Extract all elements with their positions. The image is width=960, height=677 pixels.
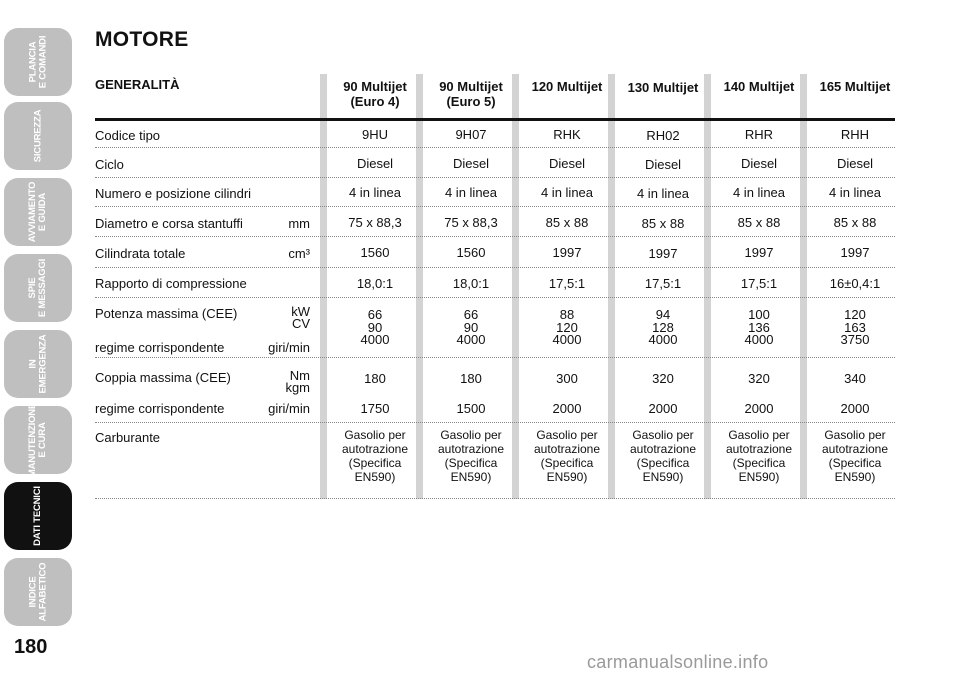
tab-in-emergenza[interactable]: IN EMERGENZA bbox=[4, 330, 72, 398]
table-cell: RH02 bbox=[646, 128, 680, 143]
table-cell: Gasolio per autotrazione (Specifica EN590) bbox=[821, 428, 889, 484]
table-cell: 1997 bbox=[648, 246, 678, 261]
table-cell: 1500 bbox=[456, 401, 486, 416]
table-cell: 100 136 4000 bbox=[744, 307, 774, 347]
row-divider bbox=[95, 236, 895, 237]
table-cell: 320 bbox=[652, 371, 674, 386]
table-cell: 4 in linea bbox=[732, 185, 786, 200]
table-cell: 85 x 88 bbox=[545, 215, 589, 230]
row-divider bbox=[95, 147, 895, 148]
watermark: carmanualsonline.info bbox=[587, 652, 769, 672]
column-header: 90 Multijet (Euro 5) bbox=[439, 79, 503, 109]
table-cell: 4 in linea bbox=[540, 185, 594, 200]
page-title: MOTORE bbox=[95, 28, 189, 51]
row-label-text: Cilindrata totale bbox=[95, 246, 186, 261]
row-unit: kW CV bbox=[291, 304, 310, 331]
table-cell: Diesel bbox=[548, 156, 586, 171]
table-cell: 1997 bbox=[552, 245, 582, 260]
table-cell: 66 90 4000 bbox=[456, 307, 486, 347]
column-separator bbox=[320, 74, 327, 499]
column-header: 165 Multijet bbox=[819, 79, 891, 94]
row-label-text: regime corrispondente bbox=[95, 401, 225, 416]
row-divider bbox=[95, 297, 895, 298]
tab-plancia-e-comandi[interactable]: PLANCIA E COMANDI bbox=[4, 28, 72, 96]
table-cell: RHH bbox=[840, 127, 870, 142]
table-cell: 75 x 88,3 bbox=[348, 215, 402, 230]
tab-dati-tecnici[interactable]: DATI TECNICI bbox=[4, 482, 72, 550]
column-header: 120 Multijet bbox=[531, 79, 603, 94]
table-cell: 18,0:1 bbox=[452, 276, 490, 291]
table-cell: Gasolio per autotrazione (Specifica EN590) bbox=[533, 428, 601, 484]
row-divider bbox=[95, 267, 895, 268]
page-number: 180 bbox=[14, 636, 48, 658]
table-cell: Diesel bbox=[356, 156, 394, 171]
row-unit: giri/min bbox=[268, 401, 310, 416]
table-cell: 16±0,4:1 bbox=[829, 276, 881, 291]
table-cell: Gasolio per autotrazione (Specifica EN590) bbox=[341, 428, 409, 484]
table-cell: 85 x 88 bbox=[641, 216, 685, 231]
table-cell: 2000 bbox=[648, 401, 678, 416]
row-label-text: Coppia massima (CEE) bbox=[95, 370, 231, 385]
tab-avviamento-e-guida[interactable]: AVVIAMENTO E GUIDA bbox=[4, 178, 72, 246]
table-cell: Gasolio per autotrazione (Specifica EN590) bbox=[629, 428, 697, 484]
table-cell: 17,5:1 bbox=[548, 276, 586, 291]
table-cell: RHK bbox=[553, 127, 581, 142]
table-cell: 4 in linea bbox=[444, 185, 498, 200]
table-cell: 75 x 88,3 bbox=[444, 215, 498, 230]
table-cell: 1560 bbox=[456, 245, 486, 260]
table-cell: 9HU bbox=[361, 127, 388, 142]
column-header: 140 Multijet bbox=[723, 79, 795, 94]
row-unit: giri/min bbox=[268, 340, 310, 355]
row-label: Numero e posizione cilindri bbox=[95, 186, 252, 201]
column-header: 130 Multijet bbox=[627, 80, 699, 95]
row-label bbox=[95, 216, 310, 231]
table-cell: 4 in linea bbox=[828, 185, 882, 200]
table-cell: 120 163 3750 bbox=[840, 307, 870, 347]
table-cell: 4 in linea bbox=[348, 185, 402, 200]
table-cell: Diesel bbox=[452, 156, 490, 171]
row-unit: mm bbox=[288, 216, 310, 231]
table-cell: RHR bbox=[744, 127, 774, 142]
row-label bbox=[95, 306, 310, 356]
table-cell: 9H07 bbox=[455, 127, 487, 142]
tab-spie-e-messaggi[interactable]: SPIE E MESSAGGI bbox=[4, 254, 72, 322]
tab-sicurezza[interactable]: SICUREZZA bbox=[4, 102, 72, 170]
row-label: Rapporto di compressione bbox=[95, 276, 247, 291]
row-label-text: Potenza massima (CEE) bbox=[95, 306, 238, 321]
table-cell: 85 x 88 bbox=[833, 215, 877, 230]
table-cell: 180 bbox=[460, 371, 482, 386]
table-cell: 85 x 88 bbox=[737, 215, 781, 230]
row-divider bbox=[95, 177, 895, 178]
table-cell: 18,0:1 bbox=[356, 276, 394, 291]
row-label-text: regime corrispondente bbox=[95, 340, 225, 355]
row-label: Codice tipo bbox=[95, 128, 161, 143]
row-label bbox=[95, 370, 310, 418]
table-cell: Gasolio per autotrazione (Specifica EN590) bbox=[437, 428, 505, 484]
table-cell: 2000 bbox=[744, 401, 774, 416]
row-divider bbox=[95, 206, 895, 207]
column-header: 90 Multijet (Euro 4) bbox=[343, 79, 407, 109]
table-cell: 320 bbox=[748, 371, 770, 386]
table-cell: 66 90 4000 bbox=[360, 307, 390, 347]
tab-indice-alfabetico[interactable]: INDICE ALFABETICO bbox=[4, 558, 72, 626]
table-cell: Diesel bbox=[644, 157, 682, 172]
header-rule bbox=[95, 118, 895, 121]
row-divider bbox=[95, 422, 895, 423]
table-cell: 17,5:1 bbox=[740, 276, 778, 291]
row-divider bbox=[95, 357, 895, 358]
table-cell: 88 120 4000 bbox=[552, 307, 582, 347]
row-unit: Nm kgm bbox=[285, 368, 310, 395]
tab-manutenzione-e-cura[interactable]: MANUTENZIONE E CURA bbox=[4, 406, 72, 474]
row-label: Ciclo bbox=[95, 157, 124, 172]
row-label-text: Diametro e corsa stantuffi bbox=[95, 216, 243, 231]
table-cell: 1750 bbox=[360, 401, 390, 416]
table-cell: 300 bbox=[556, 371, 578, 386]
table-cell: 2000 bbox=[840, 401, 870, 416]
row-label: Carburante bbox=[95, 430, 161, 445]
table-cell: 180 bbox=[364, 371, 386, 386]
table-cell: 1560 bbox=[360, 245, 390, 260]
table-cell: Gasolio per autotrazione (Specifica EN590) bbox=[725, 428, 793, 484]
table-cell: Diesel bbox=[836, 156, 874, 171]
table-cell: 94 128 4000 bbox=[648, 307, 678, 347]
table-cell: 1997 bbox=[840, 245, 870, 260]
table-cell: Diesel bbox=[740, 156, 778, 171]
table-cell: 1997 bbox=[744, 245, 774, 260]
row-unit: cm³ bbox=[288, 246, 310, 261]
row-divider bbox=[95, 498, 895, 499]
section-title: GENERALITÀ bbox=[95, 77, 180, 92]
table-cell: 17,5:1 bbox=[644, 276, 682, 291]
table-cell: 340 bbox=[844, 371, 866, 386]
table-cell: 2000 bbox=[552, 401, 582, 416]
row-label bbox=[95, 246, 310, 261]
table-cell: 4 in linea bbox=[636, 186, 690, 201]
